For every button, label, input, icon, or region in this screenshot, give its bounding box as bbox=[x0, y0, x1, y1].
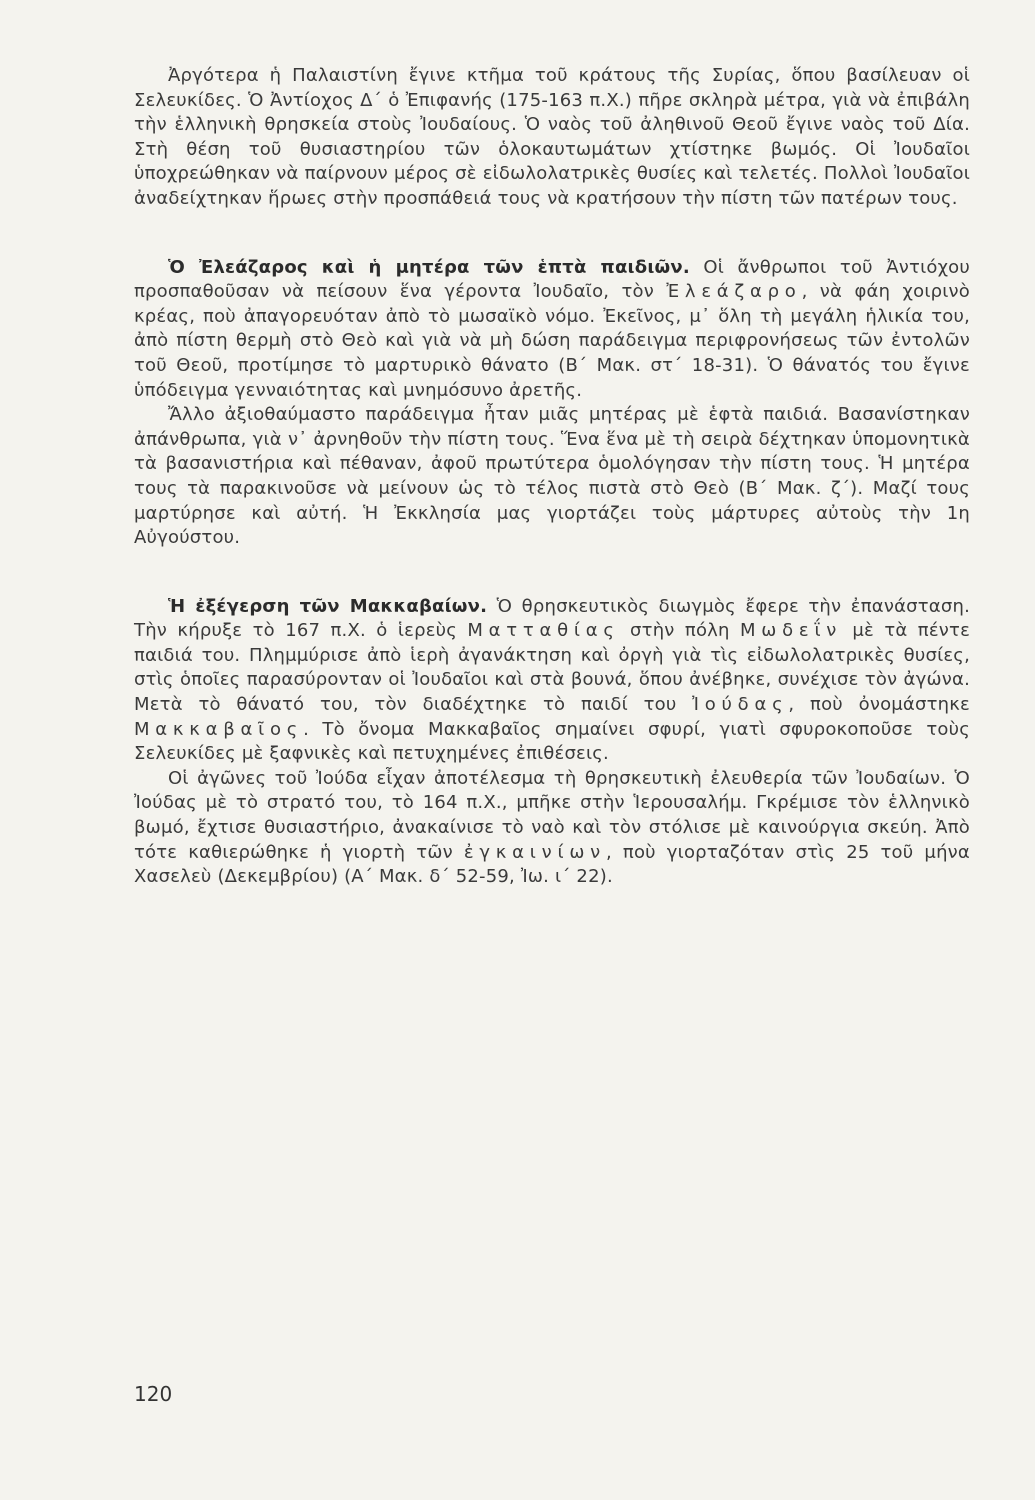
name-mattathias: Ματταθίας bbox=[467, 620, 620, 642]
name-eleazar: Ἐλεάζαρο bbox=[666, 281, 802, 303]
paragraph-mother: Ἄλλο ἀξιοθαύμαστο παράδειγμα ἦταν μιᾶς μητέρας μὲ ἑφτὰ παιδιά. Βασανίστηκαν ἀπάνθρωπα, γιὰ ν᾿ ἀρνηθοῦν τὴν πίστη τους. Ἕνα ἕνα μὲ τὴ σειρὰ δέχτηκαν ὑπομονητικὰ τὰ βασανιστήρια καὶ πέθαναν, ἀφοῦ πρωτύτερα ὁμολόγησαν τὴν πίστη τους. Ἡ μητέρα τους τὰ παρακινοῦσε νὰ μείνουν ὡς τὸ τέλος πιστὰ στὸ Θεὸ (Β΄ Μακ. ζ΄). Μαζί τους μαρτύρησε καὶ αὐτή. Ἡ Ἐκκλησία μας γιορτάζει τοὺς μάρτυρες αὐτοὺς τὴν 1η Αὐγούστου. bbox=[134, 404, 970, 549]
name-judas: Ἰούδας bbox=[692, 694, 789, 716]
section-heading-maccabees: Ἡ ἐξέγερση τῶν Μακκαβαίων. bbox=[168, 595, 488, 617]
text-run: μὲ τὰ πέντε παιδιά του. Πλημμύρισε ἀπὸ ἱερὴ ἀγανάκτηση καὶ ὀργὴ γιὰ τὶς εἰδωλολατρικὲς θυσίες, στὶς ὁποῖες παρασύρονταν οἱ Ἰουδαῖοι καὶ στὰ βουνά, ὅπου ἀνέβηκε, συνέχισε τὸν ἀγώνα. Μετὰ τὸ θάνατό του, τὸν διαδέχτηκε τὸ παιδί του bbox=[134, 620, 970, 716]
text-run: Οἱ ἀγῶνες τοῦ Ἰούδα εἶχαν ἀποτέλεσμα τὴ θρησκευτικὴ ἐλευθερία τῶν Ἰουδαίων. Ὁ Ἰούδας μὲ τὸ στρατό του, τὸ 164 π.Χ., μπῆκε στὴν Ἱερουσαλήμ. Γκρέμισε τὸν ἑλληνικὸ βωμό, ἔχτισε θυσιαστήριο, ἀνακαίνισε τὸ ναὸ καὶ τὸν στόλισε μὲ καινούργια σκεύη. Ἀπὸ τότε καθιερώθηκε ἡ γιορτὴ τῶν bbox=[134, 767, 970, 863]
text-run: , ποὺ γιορταζόταν στὶς 25 τοῦ μήνα Χασελεὺ (Δεκεμβρίου) (Α΄ Μακ. δ΄ 52-59, Ἰω. ι΄ 22). bbox=[134, 841, 970, 888]
text-run: . Τὸ ὄνομα Μακκαβαῖος σημαίνει σφυρί, γιατὶ σφυροκοποῦσε τοὺς Σελευκίδες μὲ ξαφνικὲς καὶ πετυχημένες ἐπιθέσεις. bbox=[134, 718, 970, 765]
name-modein: Μωδεΐν bbox=[739, 620, 843, 642]
paragraph-maccabees bbox=[134, 595, 970, 767]
paragraph-dedication bbox=[134, 767, 970, 890]
paragraph-intro: Ἀργότερα ἡ Παλαιστίνη ἔγινε κτῆμα τοῦ κράτους τῆς Συρίας, ὅπου βασίλευαν οἱ Σελευκίδες. Ὁ Ἀντίοχος Δ΄ ὁ Ἐπιφανής (175-163 π.Χ.) πῆρε σκληρὰ μέτρα, γιὰ νὰ ἐπιβάλη τὴν ἑλληνικὴ θρησκεία στοὺς Ἰουδαίους. Ὁ ναὸς τοῦ ἀληθινοῦ Θεοῦ ἔγινε ναὸς τοῦ Δία. Στὴ θέση τοῦ θυσιαστηρίου τῶν ὁλοκαυτωμάτων χτίστηκε βωμός. Οἱ Ἰουδαῖοι ὑποχρεώθηκαν νὰ παίρνουν μέρος σὲ εἰδωλολατρικὲς θυσίες καὶ τελετές. Πολλοὶ Ἰουδαῖοι ἀναδείχτηκαν ἥρωες στὴν προσπάθειά τους νὰ κρατήσουν τὴν πίστη τῶν πατέρων τους. bbox=[134, 65, 970, 209]
text-run: , νὰ φάη χοιρινὸ κρέας, ποὺ ἀπαγορευόταν ἀπὸ τὸ μωσαϊκὸ νόμο. Ἐκεῖνος, μ᾿ ὅλη τὴ μεγάλη ἡλικία του, ἀπὸ πίστη θερμὴ στὸ Θεὸ καὶ γιὰ νὰ μὴ δώση παράδειγμα περιφρονήσεως τῶν ἐντολῶν τοῦ Θεοῦ, προτίμησε τὸ μαρτυρικὸ θάνατο (Β΄ Μακ. στ΄ 18-31). Ὁ θάνατός του ἔγινε ὑπόδειγμα γενναιότητας καὶ μνημόσυνο ἀρετῆς. bbox=[134, 281, 970, 401]
text-run: , ποὺ ὀνομάστηκε bbox=[788, 694, 970, 716]
name-encaenia: ἐγκαινίων bbox=[463, 841, 606, 863]
text-run: στὴν πόλη bbox=[619, 620, 740, 642]
page-body bbox=[134, 64, 970, 890]
name-maccabeus: Μακκαβαῖος bbox=[134, 718, 304, 740]
paragraph-eleazar bbox=[134, 256, 970, 404]
page-number: 120 bbox=[134, 1382, 173, 1406]
text-run: Ὁ θρησκευτικὸς διωγμὸς ἔφερε τὴν ἐπανάσταση. Τὴν κήρυξε τὸ 167 π.Χ. ὁ ἱερεὺς bbox=[134, 595, 970, 642]
section-heading-eleazar: Ὁ Ἐλεάζαρος καὶ ἡ μητέρα τῶν ἑπτὰ παιδιῶν. bbox=[168, 256, 690, 278]
text-run: Οἱ ἄνθρωποι τοῦ Ἀντιόχου προσπαθοῦσαν νὰ πείσουν ἕνα γέροντα Ἰουδαῖο, τὸν bbox=[134, 256, 970, 303]
